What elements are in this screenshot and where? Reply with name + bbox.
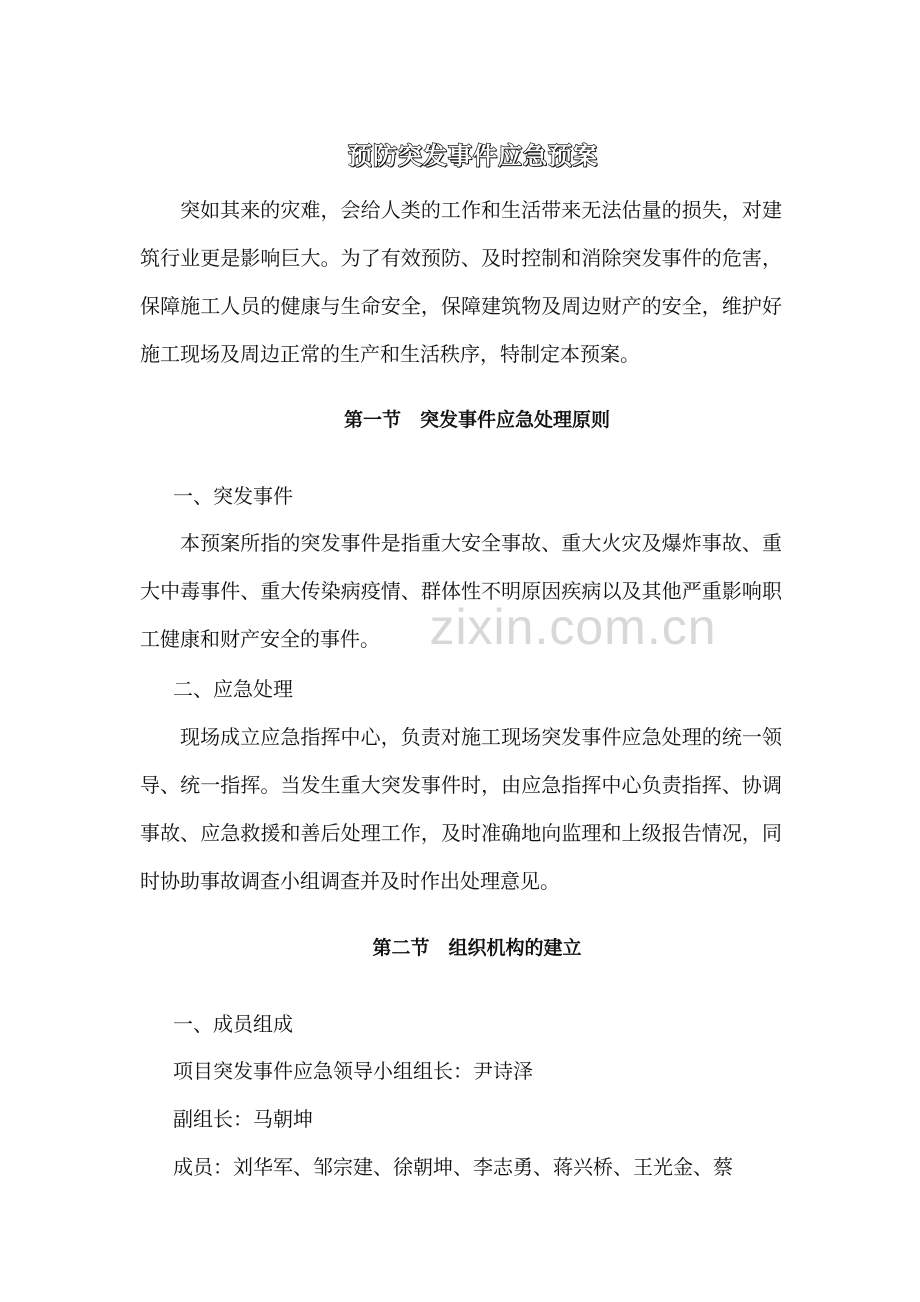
section-1-item-2-title: 二、应急处理 xyxy=(173,677,293,701)
intro-paragraph: 突如其来的灾难，会给人类的工作和生活带来无法估量的损失，对建筑行业更是影响巨大。为了有效预防、及时控制和消除突发事件的危害，保障施工人员的健康与生命安全，保障建筑物及周边财产的安全，维护好施工现场及周边正常的生产和生活秩序，特制定本预案。 xyxy=(140,198,782,366)
section-1-heading: 第一节 突发事件应急处理原则 xyxy=(343,409,610,431)
deputy-leader-line: 副组长：马朝坤 xyxy=(173,1107,313,1131)
section-2-heading: 第二节 组织机构的建立 xyxy=(372,937,582,959)
section-1-item-2-text: 现场成立应急指挥中心，负责对施工现场突发事件应急处理的统一领导、统一指挥。当发生重大突发事件时，由应急指挥中心负责指挥、协调事故、应急救援和善后处理工作，及时准确地向监理和上级报告情况，同时协助事故调查小组调查并及时作出处理意见。 xyxy=(140,725,782,893)
section-1-item-1-text: 本预案所指的突发事件是指重大安全事故、重大火灾及爆炸事故、重大中毒事件、重大传染病疫情、群体性不明原因疾病以及其他严重影响职工健康和财产安全的事件。 xyxy=(140,531,782,651)
watermark: zixin.com.cn xyxy=(429,599,717,655)
document-title: 预防突发事件应急预案 xyxy=(348,141,598,170)
section-2-item-1-title: 一、成员组成 xyxy=(173,1012,293,1036)
members-line: 成员：刘华军、邹宗建、徐朝坤、李志勇、蒋兴桥、王光金、蔡 xyxy=(173,1155,733,1179)
section-1-item-1-title: 一、突发事件 xyxy=(173,484,293,508)
group-leader-line: 项目突发事件应急领导小组组长：尹诗泽 xyxy=(173,1059,533,1083)
